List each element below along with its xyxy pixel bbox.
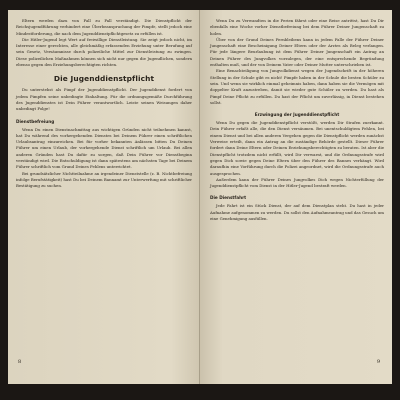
- section-heading-jugenddienstpflicht: Die Jugenddienstpflicht: [53, 74, 155, 84]
- paragraph: Eltern werden dazu von Fall zu Fall verständigt. Die Dienstpflicht der Reichsjugendführung verhindert eine Überbeanspruchung der Pimpfe, stellt jedoch eine Mindestforderung, die nach dem Jugenddienstpflichtgesetz zu erfüllen ist.: [16, 18, 192, 36]
- left-bottom-text: [16, 127, 192, 190]
- subheading-dienstbefreiung: Dienstbefreiung: [16, 118, 55, 124]
- left-page: [8, 10, 200, 384]
- paragraph: Du unterstehst als Pimpf der Jugenddienstpflicht. Der Jugenddienst fordert von jedem Pimpfen seine unbedingte Einhaltung. Für die ordnungsgemäße Durchführung des Jugenddienstes ist Dein Führer verantwortlich. Leiste seinen Weisungen daher unbedingt Folge!: [16, 87, 192, 112]
- right-bottom-text: [210, 203, 384, 222]
- paragraph: Jede Fahrt ist ein Stück Dienst, der auf dem Dienstplan steht. Du hast in jeder Aufnahme aufgenommen zu werden. Du sollst den Aufnahmeantrag und das Gesuch um eine Genehmigung ausfüllen.: [210, 203, 384, 222]
- right-middle-text: [210, 120, 384, 189]
- page-number-right: 9: [376, 359, 380, 365]
- paragraph: Außerdem kann der Führer Deines Jungvolkes Dich wegen Nichterfüllung der Jugenddienstpflicht vom Dienst in der Hitler-Jugend bestraft werden.: [210, 176, 384, 189]
- left-top-text: [16, 18, 192, 68]
- paragraph: Die Hitler-Jugend legt Wert auf freiwillige Dienstleistung. Sie zeigt jedoch nicht, im Interesse einer gerechten, alle gleichmäßig erfassenden Erziehung unter Berufung auf sein Gesetz, Versäumnisse durch polizeiliche Mittel zur Dienstleistung zu zwingen. Diese polizeilichen Maßnahmen können sich nicht nur gegen die Jugendlichen, sondern ebenso gegen den Erziehungsberechtigten richten.: [16, 36, 192, 68]
- left-middle-text: [16, 87, 192, 112]
- booklet-spread: [8, 10, 392, 384]
- subheading-dienstfahrt: Die Dienstfahrt: [210, 195, 247, 201]
- right-page: [200, 10, 392, 384]
- paragraph: Wenn Du zu Verwandten in die Ferien fährst oder eine Reise antrittst, hast Du Dir ebenfalls eine Woche vorher Dienstbefreiung bei dem Führer Deiner Jungenschaft zu holen.: [210, 18, 384, 36]
- paragraph: Über von der Grund Deines Fernbleibens kann in jedem Falle der Führer Deiner Jungenschaft eine Bescheinigung Deiner Eltern oder der Arztes als Beleg verlangen. Für jede längere Beurlaubung ist dem Führer Deiner Jungenschaft ein Antrag an Deinen Führer des Jungvolkes vorzulegen, der eine entsprechende Begründung enthalten muß, und der von Deinem Vater oder Deiner Mutter unterschrieben ist.: [210, 36, 384, 68]
- subheading-erzwingung: Erzwingung der Jugenddienstpflicht: [254, 112, 340, 118]
- paragraph: Bei grundsätzlicher Nichtteilnahme an irgendeiner Dienststelle (z. B. Nichtbefreiung infolge Berufstätigkeit) hast Du bei Deinem Bannamt zur Unterwerfung mit schriftlicher Bestätigung zu suchen.: [16, 170, 192, 189]
- page-number-left: 8: [18, 359, 22, 365]
- right-top-text: [210, 18, 384, 106]
- paragraph: Wenn Du einen Dienstnachmittag aus wichtigen Gründen nicht teilnehmen kannst, hat Du während des vorhergehenden Dienstes bei Deinem Führer einen schriftlichen Urlaubsantrag einzureichen. Bei für vorher bekannten Anlässen bitten Du Deinen Führer um einen Urlaub, der vorhergehende Dienst schriftlich um Urlaub. Bei allen anderen Gründen hast Du dafür zu sorgen, daß Dein Führer vor Dienstbeginn verständigt wird. Die Entschuldigung ist dann spätestens am nächsten Tage bei Deinem Führer schriftlich vom Grund Deines Fehlens unterrichtet.: [16, 126, 192, 170]
- paragraph: Eine Benachteiligung von Jungvolkdienst wegen der Jugendschrift in der höheren Stellung in der Schule gibt es nicht! Pimpfe haben in der Schule die besten Schüler zu sein. Und wenn sie wirklich einmal geheimnis haben, dann haben sie die Vermögen mit doppelter Kraft anzustreben, damit sie wieder gute Schüler zu werden. Du hast als Pimpf Deine Pflicht zu erfüllen. Du hast der Pflicht um zuverlässig, in Dienst bestehen sollst.: [210, 68, 384, 105]
- paragraph: Wenn Du gegen die Jugenddienstpflicht verstößt, werden Dir Strafen zuerkannt. Dein Führer erfaßt alle, die den Dienst versäumen. Bei unentschuldigtem Fehlen, bei einem Dienst und bei allen anderen Vergehen gegen die Dienstpflicht werden zunächst Verweise erteilt, dann ein Antrag an die zuständige Behörde gestellt. Dieser Führer fordert dann Deine Eltern oder Deinen Erziehungsberechtigten zu beraten. Ist aber die Dienstpflicht trotzdem nicht erfüllt, wird Dir verwarnt, und die Ordnungsstrafe wird gegen Dich sowie gegen Deine Eltern über den Führer des Bannes verhängt. Wird daraufhin eine Vorführung durch die Polizei angeordnet, wird die Ordnungsstrafe auch ausgesprochen.: [210, 120, 384, 176]
